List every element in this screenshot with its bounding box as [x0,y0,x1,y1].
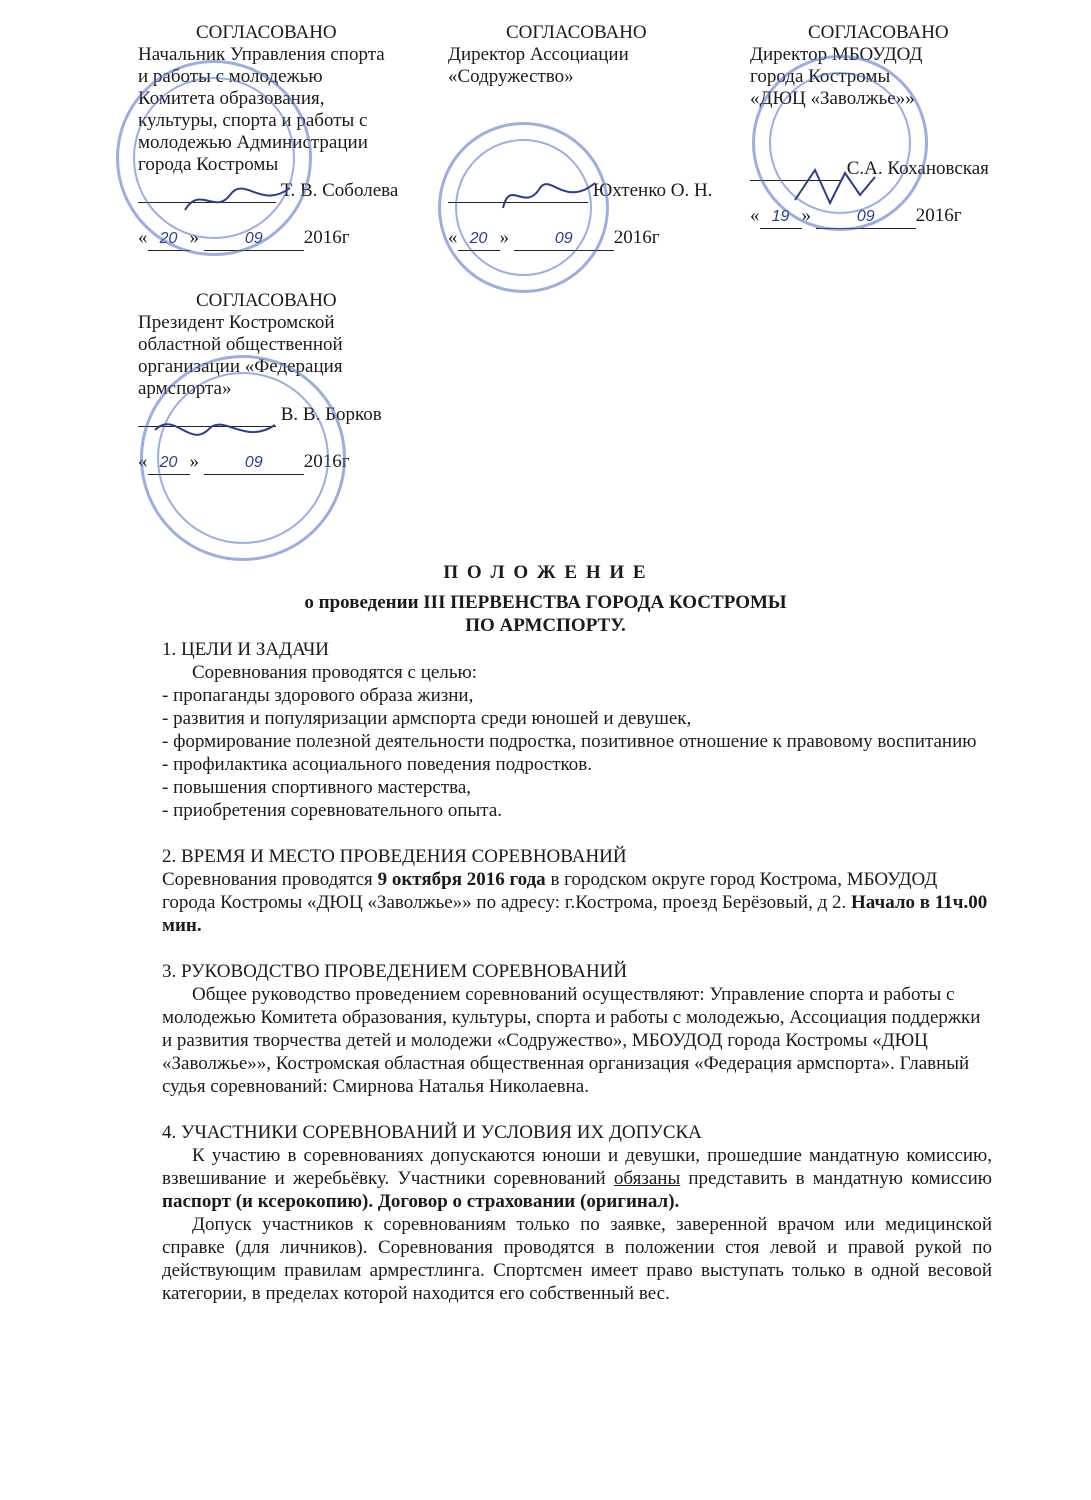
approval-line: организации «Федерация [138,356,343,377]
text-run: представить в мандатную комиссию [680,1168,993,1189]
section-heading: 4. УЧАСТНИКИ СОРЕВНОВАНИЙ И УСЛОВИЯ ИХ ДОПУСКА [162,1122,702,1143]
approval-line: областной общественной [138,334,343,355]
approval-block-1 [138,22,438,251]
date-quote: « [448,227,458,248]
date-month: 09 [514,228,614,251]
approval-block-4 [138,290,438,475]
signer-name: Юхтенко О. Н. [592,180,713,201]
text-run: в городском округе город Кострома, МБОУДОД города Костромы «ДЮЦ «Заволжье»» по адресу: г.Кострома, проезд Берёзовый, д 2. [162,869,938,913]
approval-line: города Костромы [138,154,279,175]
date-year: 2016г [915,205,962,226]
date-quote: » [801,205,811,226]
date-quote: » [189,227,199,248]
date-year: 2016г [303,451,350,472]
list-item: - профилактика асоциального поведения подростков. [162,754,593,775]
approval-line: Директор МБОУДОД [750,44,923,65]
approval-line: культуры, спорта и работы с [138,110,368,131]
approval-line: Директор Ассоциации [448,44,629,65]
paragraph: Соревнования проводятся с целью: [192,662,477,683]
signer-name: С.А. Кохановская [846,158,989,179]
date-day: 20 [458,228,500,251]
list-item: - формирование полезной деятельности подростка, позитивное отношение к правовому воспитанию [162,731,977,752]
date-quote: « [750,205,760,226]
date-year: 2016г [613,227,660,248]
underlined-text: обязаны [613,1168,681,1189]
date-day: 20 [148,452,190,475]
approval-heading: СОГЛАСОВАНО [196,290,337,311]
date-quote: « [138,451,148,472]
document-title: П О Л О Ж Е Н И Е [443,562,648,583]
document-body [162,638,992,1305]
approval-block-3 [750,22,1050,229]
date-quote: » [189,451,199,472]
section-heading: 1. ЦЕЛИ И ЗАДАЧИ [162,639,330,660]
approval-line: Президент Костромской [138,312,335,333]
list-item: - повышения спортивного мастерства, [162,777,472,798]
approval-line: Комитета образования, [138,88,325,109]
list-item: - приобретения соревновательного опыта. [162,800,503,821]
date-day: 20 [148,228,190,251]
paragraph: Допуск участников к соревнованиям только по заявке, заверенной врачом или медицинской справке (для личников). Соревнования проводятся в положении стоя левой и правой рукой по действующим правилам армрестлинга. Спортсмен имеет право выступать только в одной весовой категории, в пределах которой находится его собственный вес. [162,1214,992,1304]
list-item: - пропаганды здорового образа жизни, [162,685,474,706]
section-heading: 3. РУКОВОДСТВО ПРОВЕДЕНИЕМ СОРЕВНОВАНИЙ [162,961,628,982]
text-run: К участию в соревнованиях допускаются юноши и девушки, прошедшие мандатную комиссию, взвешивание и жеребьёвку. Участники соревнований [162,1145,992,1189]
date-day: 19 [760,206,802,229]
approval-line: города Костромы [750,66,891,87]
approval-heading: СОГЛАСОВАНО [196,22,337,43]
approval-heading: СОГЛАСОВАНО [506,22,647,43]
date-month: 09 [204,228,304,251]
text-run: Соревнования проводятся [162,869,378,890]
signature-line [138,180,276,203]
approval-line: Начальник Управления спорта [138,44,385,65]
document-subtitle: ПО АРМСПОРТУ. [465,615,626,636]
approval-line: молодежью Администрации [138,132,368,153]
signature-line [448,180,588,203]
approval-heading: СОГЛАСОВАНО [808,22,949,43]
signature-line [138,404,276,427]
document-subtitle: о проведении III ПЕРВЕНСТВА ГОРОДА КОСТРОМЫ [304,592,787,613]
approval-block-2 [448,22,748,251]
date-quote: « [138,227,148,248]
signer-name: В. В. Борков [280,404,382,425]
signature-line [750,158,842,181]
approval-line: «Содружество» [448,66,574,87]
date-month: 09 [204,452,304,475]
paragraph: Общее руководство проведением соревнований осуществляют: Управление спорта и работы с молодежью Комитета образования, культуры, спорта и работы с молодежью, Ассоциация поддержки и развития творчества детей и молодежи «Содружество», МБОУДОД города Костромы «ДЮЦ «Заволжье»», Костромская областная общественная организация «Федерация армспорта». Главный судья соревнований: Смирнова Наталья Николаевна. [162,984,981,1097]
paragraph [162,868,992,937]
paragraph [162,1144,992,1213]
section-heading: 2. ВРЕМЯ И МЕСТО ПРОВЕДЕНИЯ СОРЕВНОВАНИЙ [162,846,627,867]
date-month: 09 [816,206,916,229]
approval-line: «ДЮЦ «Заволжье»» [750,88,915,109]
approval-line: и работы с молодежью [138,66,323,87]
date-year: 2016г [303,227,350,248]
start-time: Начало в 11ч.00 мин. [162,892,988,936]
date-quote: » [499,227,509,248]
approval-line: армспорта» [138,378,232,399]
list-item: - развития и популяризации армспорта среди юношей и девушек, [162,708,692,729]
event-date: 9 октября 2016 года [377,869,546,890]
required-documents: паспорт (и ксерокопию). Договор о страховании (оригинал). [162,1191,680,1212]
signer-name: Т. В. Соболева [280,180,399,201]
